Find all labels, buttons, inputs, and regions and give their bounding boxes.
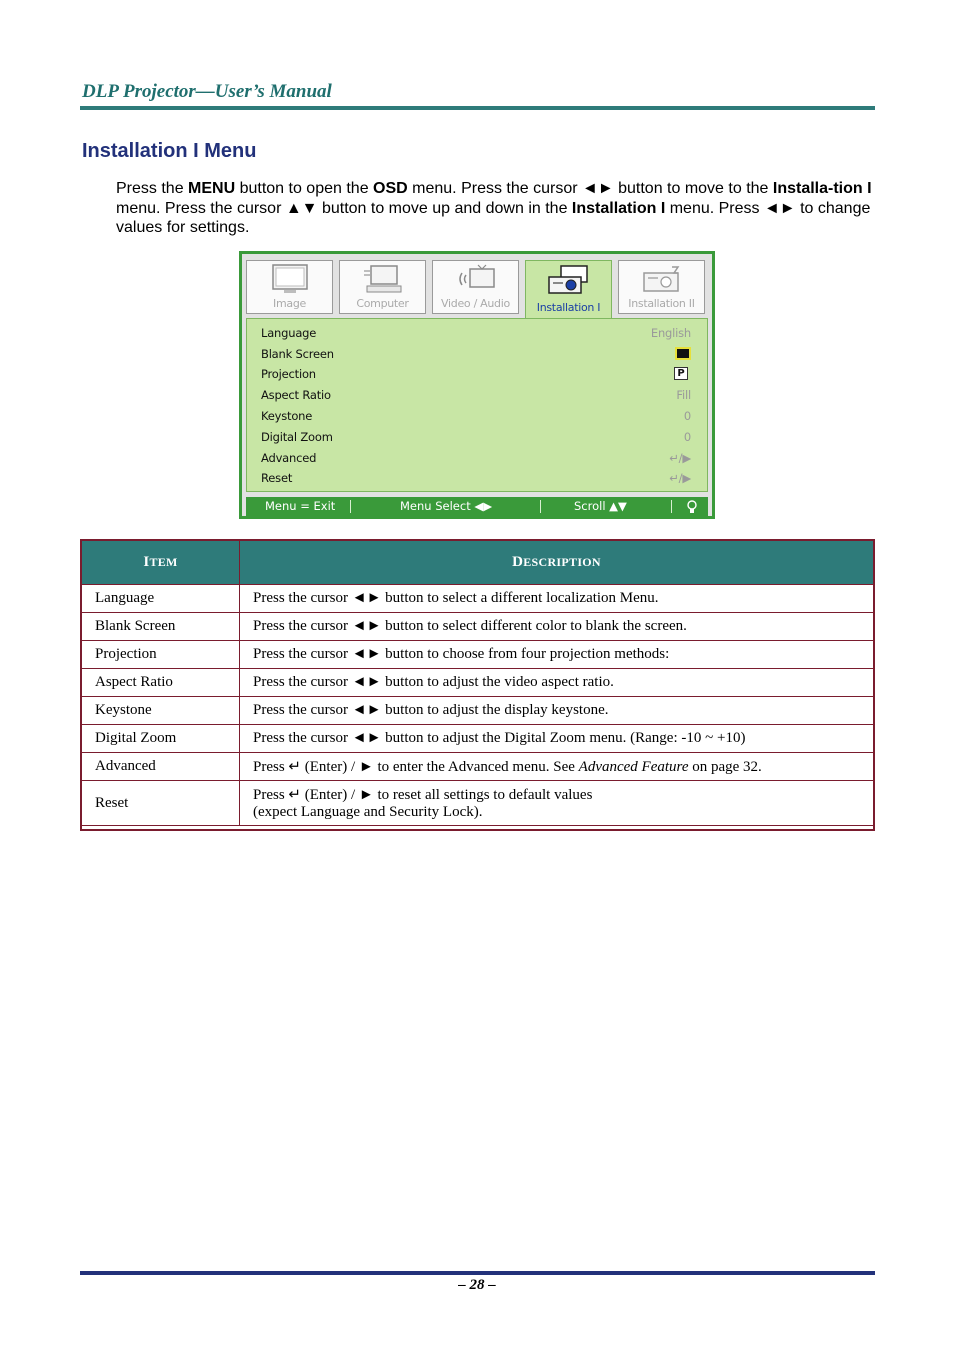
osd-row-label: Digital Zoom bbox=[261, 430, 333, 444]
item-cell: Projection bbox=[82, 641, 240, 669]
item-cell: Aspect Ratio bbox=[82, 669, 240, 697]
description-cell bbox=[240, 781, 874, 826]
header-initial: D bbox=[512, 553, 524, 570]
page-number: – 28 – bbox=[458, 1277, 496, 1293]
osd-hint-exit: Menu = Exit bbox=[265, 499, 336, 513]
intro-menu-key: MENU bbox=[188, 180, 236, 197]
hint-separator bbox=[540, 500, 541, 513]
description-cell: Press the cursor ◄► button to adjust the Digital Zoom menu. (Range: -10 ~ +10) bbox=[240, 725, 874, 753]
osd-tab-computer[interactable] bbox=[339, 260, 426, 314]
osd-tab-label: Installation I bbox=[536, 301, 601, 314]
hint-separator bbox=[671, 500, 672, 513]
projector-icon bbox=[545, 263, 593, 297]
table-row bbox=[82, 585, 874, 613]
osd-tab-label: Image bbox=[273, 297, 306, 310]
description-cell: Press the cursor ◄► button to adjust the video aspect ratio. bbox=[240, 669, 874, 697]
intro-text-3: menu. Press the cursor ◄► button to move to the bbox=[407, 180, 773, 197]
osd-tab-installation-2[interactable] bbox=[618, 260, 705, 314]
osd-row-label: Projection bbox=[261, 367, 316, 381]
osd-row-aspect-ratio[interactable] bbox=[261, 386, 691, 406]
osd-row-value: Fill bbox=[676, 388, 691, 402]
description-cell: Press the cursor ◄► button to select a different localization Menu. bbox=[240, 585, 874, 613]
table-row bbox=[82, 697, 874, 725]
table-row bbox=[82, 669, 874, 697]
intro-osd-key: OSD bbox=[373, 180, 408, 197]
intro-text-1: Press the bbox=[116, 180, 189, 197]
header-initial: I bbox=[143, 553, 150, 570]
intro-installation-1: Installa-tion I bbox=[772, 180, 872, 197]
table-row bbox=[82, 641, 874, 669]
osd-tab-video-audio[interactable] bbox=[432, 260, 519, 314]
intro-text-4: menu. Press the cursor ▲▼ button to move up and down in the bbox=[116, 199, 572, 217]
settings-description-table bbox=[81, 539, 874, 826]
enter-arrow-icon: ↵/▶ bbox=[669, 451, 691, 465]
intro-text-2: button to open the bbox=[235, 180, 374, 197]
osd-tab-installation-1[interactable] bbox=[525, 260, 612, 322]
intro-text-5: menu. Press ◄► to change values for settings. bbox=[116, 199, 871, 236]
column-header-description bbox=[240, 540, 874, 585]
table-header-row bbox=[82, 540, 874, 585]
item-cell: Digital Zoom bbox=[82, 725, 240, 753]
osd-hint-select: Menu Select ◀▶ bbox=[400, 499, 493, 513]
item-cell: Language bbox=[82, 585, 240, 613]
advanced-feature-reference: Advanced Feature bbox=[578, 759, 689, 775]
desc-line: Press ↵ (Enter) / ► to reset all settings to default values bbox=[253, 787, 593, 803]
table-row bbox=[82, 781, 874, 826]
item-cell: Keystone bbox=[82, 697, 240, 725]
osd-row-projection[interactable] bbox=[261, 365, 691, 385]
enter-arrow-icon: ↵/▶ bbox=[669, 471, 691, 485]
osd-row-label: Aspect Ratio bbox=[261, 388, 331, 402]
osd-tab-label: Computer bbox=[356, 297, 409, 310]
osd-row-reset[interactable] bbox=[261, 469, 691, 489]
intro-paragraph bbox=[116, 179, 876, 238]
osd-row-language[interactable] bbox=[261, 324, 691, 344]
header-rest: TEM bbox=[149, 554, 178, 569]
table-row bbox=[82, 613, 874, 641]
osd-row-advanced[interactable] bbox=[261, 449, 691, 469]
computer-icon bbox=[361, 263, 405, 295]
table-row bbox=[82, 725, 874, 753]
monitor-icon bbox=[270, 263, 310, 295]
osd-row-label: Reset bbox=[261, 471, 293, 485]
table-row bbox=[82, 753, 874, 781]
lightbulb-icon bbox=[686, 500, 698, 514]
osd-row-blank-screen[interactable] bbox=[261, 345, 691, 365]
osd-hint-bar bbox=[246, 497, 708, 516]
osd-tab-image[interactable] bbox=[246, 260, 333, 314]
desc-line: (expect Language and Security Lock). bbox=[253, 804, 483, 820]
osd-row-value: English bbox=[650, 326, 691, 340]
osd-tab-label: Video / Audio bbox=[441, 297, 510, 310]
osd-row-keystone[interactable] bbox=[261, 407, 691, 427]
osd-row-label: Keystone bbox=[261, 409, 313, 423]
osd-row-value: 0 bbox=[683, 430, 691, 444]
osd-settings-panel bbox=[246, 318, 708, 492]
projection-mode-icon: P bbox=[674, 367, 688, 380]
description-cell bbox=[240, 753, 874, 781]
osd-row-digital-zoom[interactable] bbox=[261, 428, 691, 448]
header-rule bbox=[80, 106, 875, 110]
description-cell: Press the cursor ◄► button to choose from four projection methods: bbox=[240, 641, 874, 669]
projector-settings-icon bbox=[638, 263, 686, 295]
item-cell: Reset bbox=[82, 781, 240, 826]
running-header-title: DLP Projector—User’s Manual bbox=[82, 81, 332, 102]
header-rest: ESCRIPTION bbox=[523, 554, 601, 569]
osd-row-value: 0 bbox=[683, 409, 691, 423]
osd-row-label: Advanced bbox=[261, 451, 317, 465]
section-title: Installation I Menu bbox=[82, 140, 257, 162]
blank-color-swatch bbox=[675, 347, 691, 360]
desc-text: on page 32. bbox=[688, 759, 762, 775]
video-audio-icon bbox=[454, 263, 498, 295]
desc-text: Press ↵ (Enter) / ► to enter the Advanced menu. See bbox=[253, 759, 579, 775]
osd-row-label: Blank Screen bbox=[261, 347, 334, 361]
item-cell: Blank Screen bbox=[82, 613, 240, 641]
footer-rule bbox=[80, 1271, 875, 1275]
column-header-item bbox=[82, 540, 240, 585]
description-cell: Press the cursor ◄► button to select different color to blank the screen. bbox=[240, 613, 874, 641]
intro-installation-2: Installation I bbox=[571, 199, 666, 217]
description-cell: Press the cursor ◄► button to adjust the display keystone. bbox=[240, 697, 874, 725]
hint-separator bbox=[350, 500, 351, 513]
osd-tab-label: Installation II bbox=[628, 297, 695, 310]
item-cell: Advanced bbox=[82, 753, 240, 781]
osd-hint-scroll: Scroll ▲▼ bbox=[574, 499, 627, 513]
osd-row-label: Language bbox=[261, 326, 317, 340]
osd-menu-screenshot bbox=[239, 251, 715, 519]
